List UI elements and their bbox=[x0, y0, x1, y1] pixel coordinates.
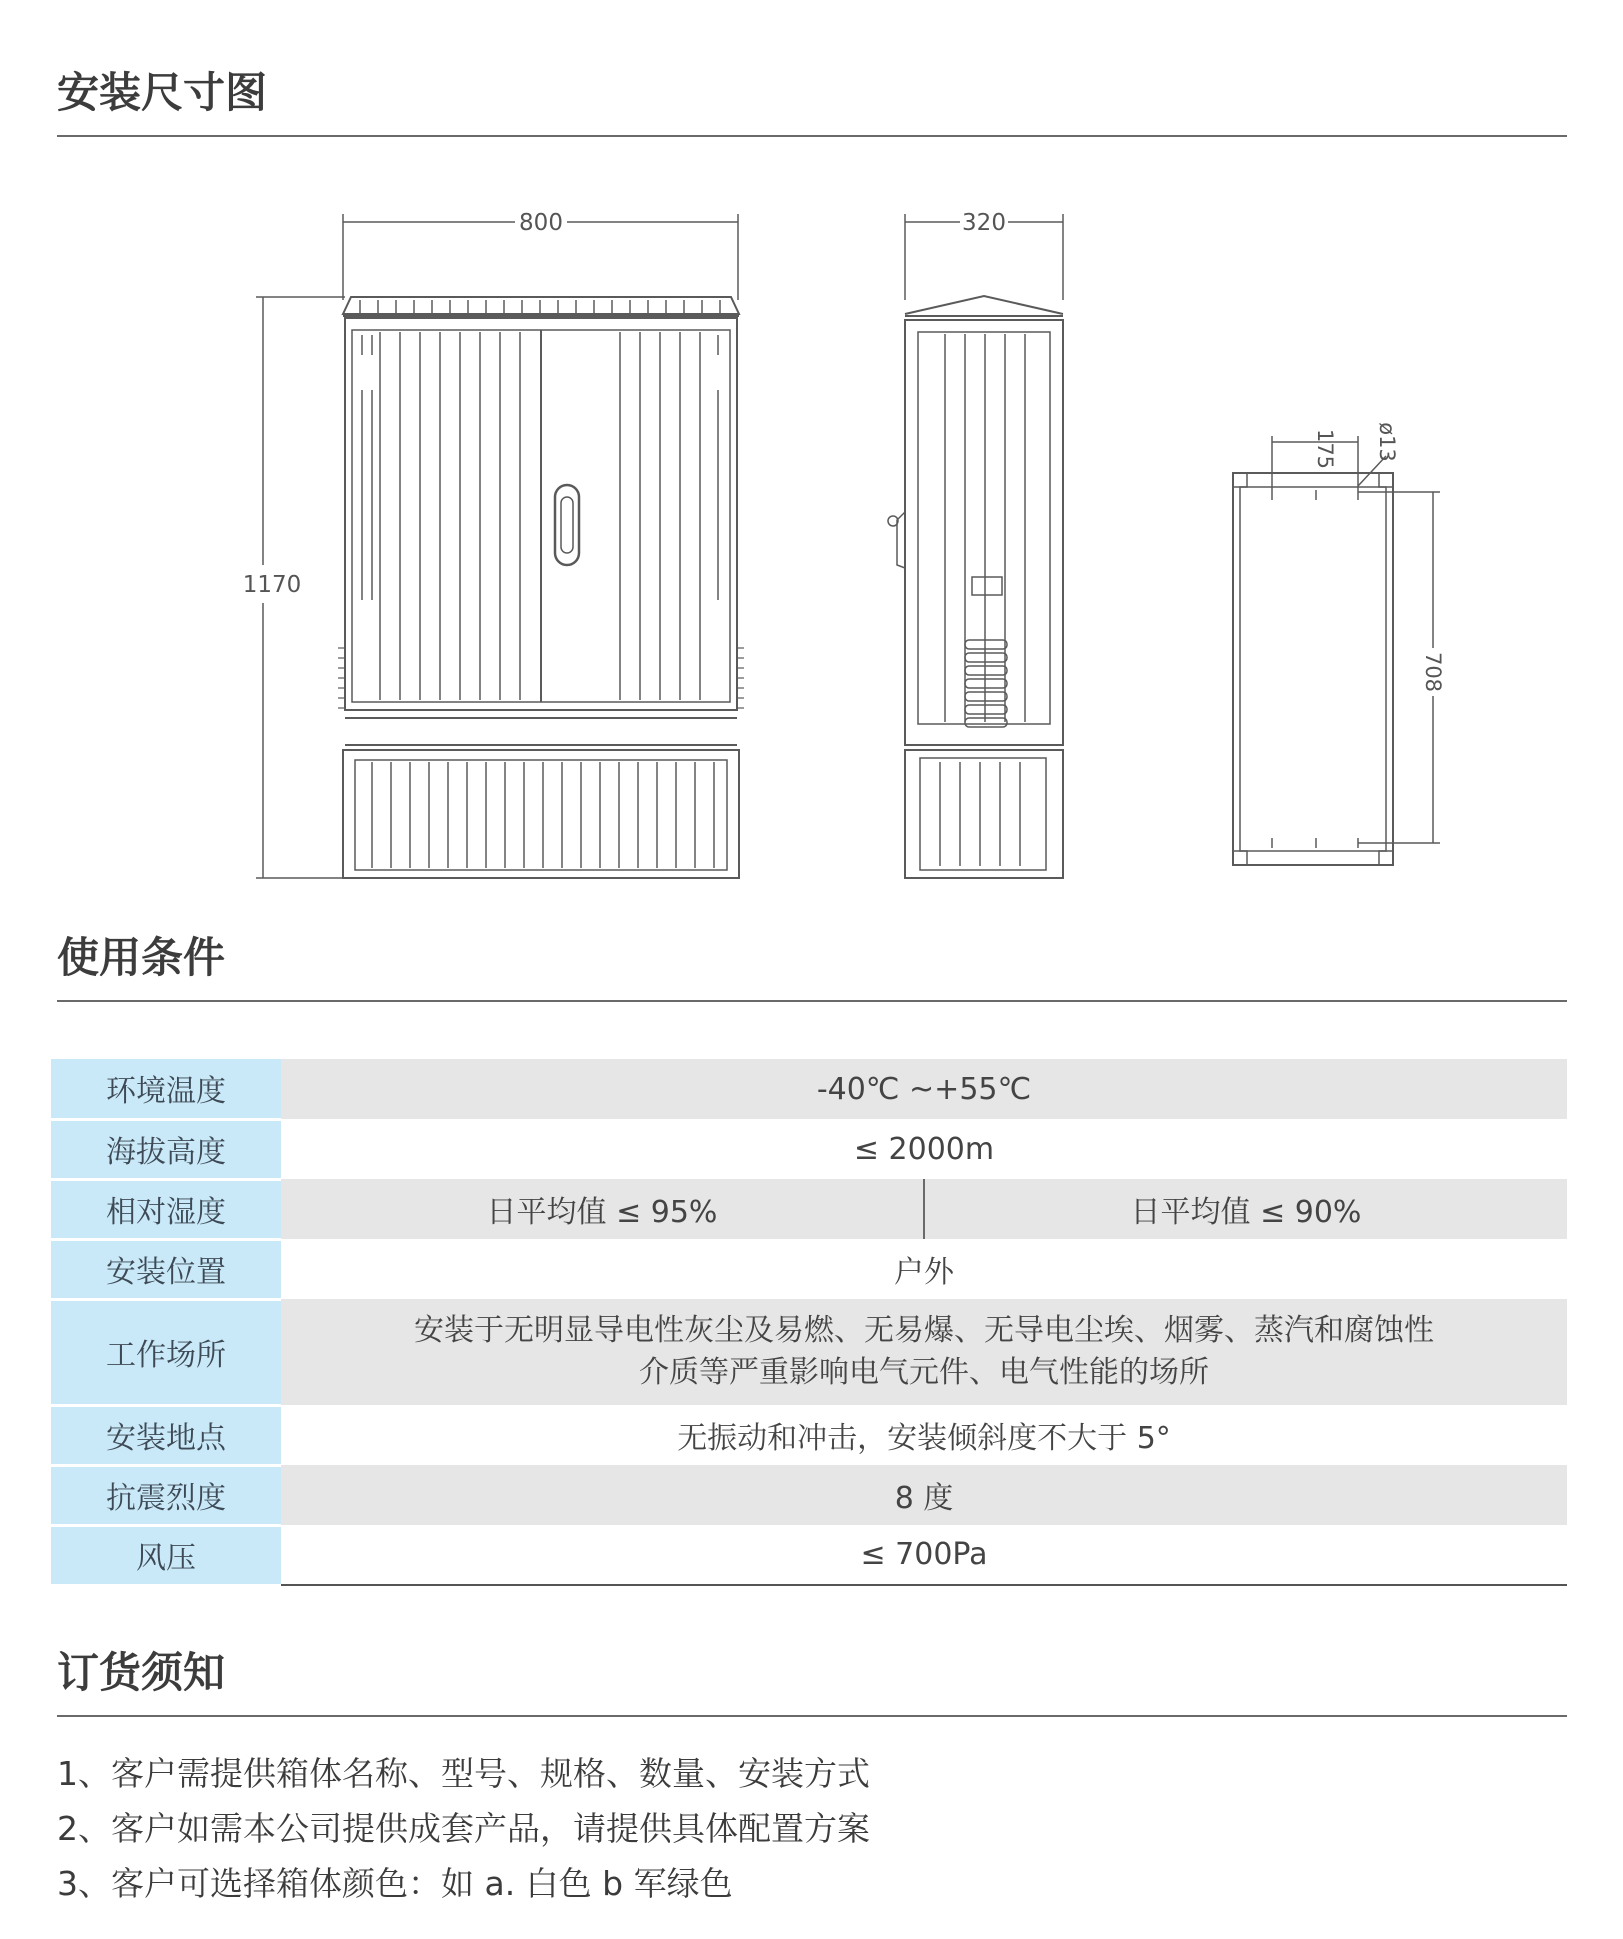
table-row bbox=[51, 1119, 1567, 1179]
row-value-right: 日平均值 ≤ 90% bbox=[924, 1179, 1567, 1239]
table-row bbox=[51, 1239, 1567, 1299]
list-item: 3、客户可选择箱体颜色：如 a. 白色 b 军绿色 bbox=[57, 1864, 733, 1903]
dim-mount-length-label: 708 bbox=[1421, 651, 1445, 693]
row-label: 相对湿度 bbox=[51, 1179, 281, 1239]
front-view bbox=[240, 205, 744, 878]
row-value: 无振动和冲击，安装倾斜度不大于 5° bbox=[281, 1405, 1567, 1465]
list-item: 2、客户如需本公司提供成套产品，请提供具体配置方案 bbox=[57, 1809, 870, 1848]
table-row bbox=[51, 1299, 1567, 1405]
list-item: 1、客户需提供箱体名称、型号、规格、数量、安装方式 bbox=[57, 1754, 870, 1793]
table-row bbox=[51, 1525, 1567, 1585]
table-row bbox=[51, 1405, 1567, 1465]
row-label: 环境温度 bbox=[51, 1059, 281, 1119]
row-label: 抗震烈度 bbox=[51, 1465, 281, 1525]
row-value: -40℃ ~+55℃ bbox=[281, 1059, 1567, 1119]
installation-dimension-drawing bbox=[0, 0, 1623, 900]
row-label: 海拔高度 bbox=[51, 1119, 281, 1179]
vent-slot bbox=[965, 679, 1007, 688]
side-view bbox=[888, 205, 1063, 878]
row-value: 户外 bbox=[281, 1239, 1567, 1299]
conditions-table bbox=[51, 1059, 1567, 1587]
vent-slot bbox=[965, 653, 1007, 662]
row-label: 安装地点 bbox=[51, 1405, 281, 1465]
dim-height-label: 1170 bbox=[242, 572, 302, 598]
row-label: 风压 bbox=[51, 1525, 281, 1585]
mounting-view bbox=[1233, 422, 1446, 865]
dim-width-label: 800 bbox=[519, 210, 563, 236]
vent-slot bbox=[965, 692, 1007, 701]
table-row bbox=[51, 1059, 1567, 1119]
dim-depth-label: 320 bbox=[962, 210, 1006, 236]
vent-slot bbox=[965, 640, 1007, 649]
row-value-line: 安装于无明显导电性灰尘及易燃、无易爆、无导电尘埃、烟雾、蒸汽和腐蚀性 bbox=[414, 1313, 1434, 1348]
row-label: 工作场所 bbox=[51, 1299, 281, 1405]
vent-slot bbox=[965, 666, 1007, 675]
row-value: 8 度 bbox=[281, 1465, 1567, 1525]
row-value-line: 介质等严重影响电气元件、电气性能的场所 bbox=[639, 1355, 1209, 1390]
row-value: ≤ 2000m bbox=[281, 1119, 1567, 1179]
section-title-install: 安装尺寸图 bbox=[57, 68, 268, 117]
order-notes-list bbox=[57, 1746, 870, 1911]
section-title-conditions: 使用条件 bbox=[57, 933, 226, 982]
dim-hole-diameter-label: ø13 bbox=[1375, 422, 1399, 462]
row-value: ≤ 700Pa bbox=[281, 1525, 1567, 1585]
row-label: 安装位置 bbox=[51, 1239, 281, 1299]
table-row bbox=[51, 1465, 1567, 1525]
row-value bbox=[281, 1299, 1567, 1405]
table-row bbox=[51, 1179, 1567, 1239]
row-value-left: 日平均值 ≤ 95% bbox=[281, 1179, 924, 1239]
section-divider bbox=[57, 1715, 1567, 1717]
dim-mount-spacing-label: 175 bbox=[1313, 428, 1337, 470]
section-divider bbox=[57, 1000, 1567, 1002]
vent-slot bbox=[965, 705, 1007, 714]
section-title-order: 订货须知 bbox=[57, 1648, 226, 1697]
vent-slot bbox=[965, 718, 1007, 727]
